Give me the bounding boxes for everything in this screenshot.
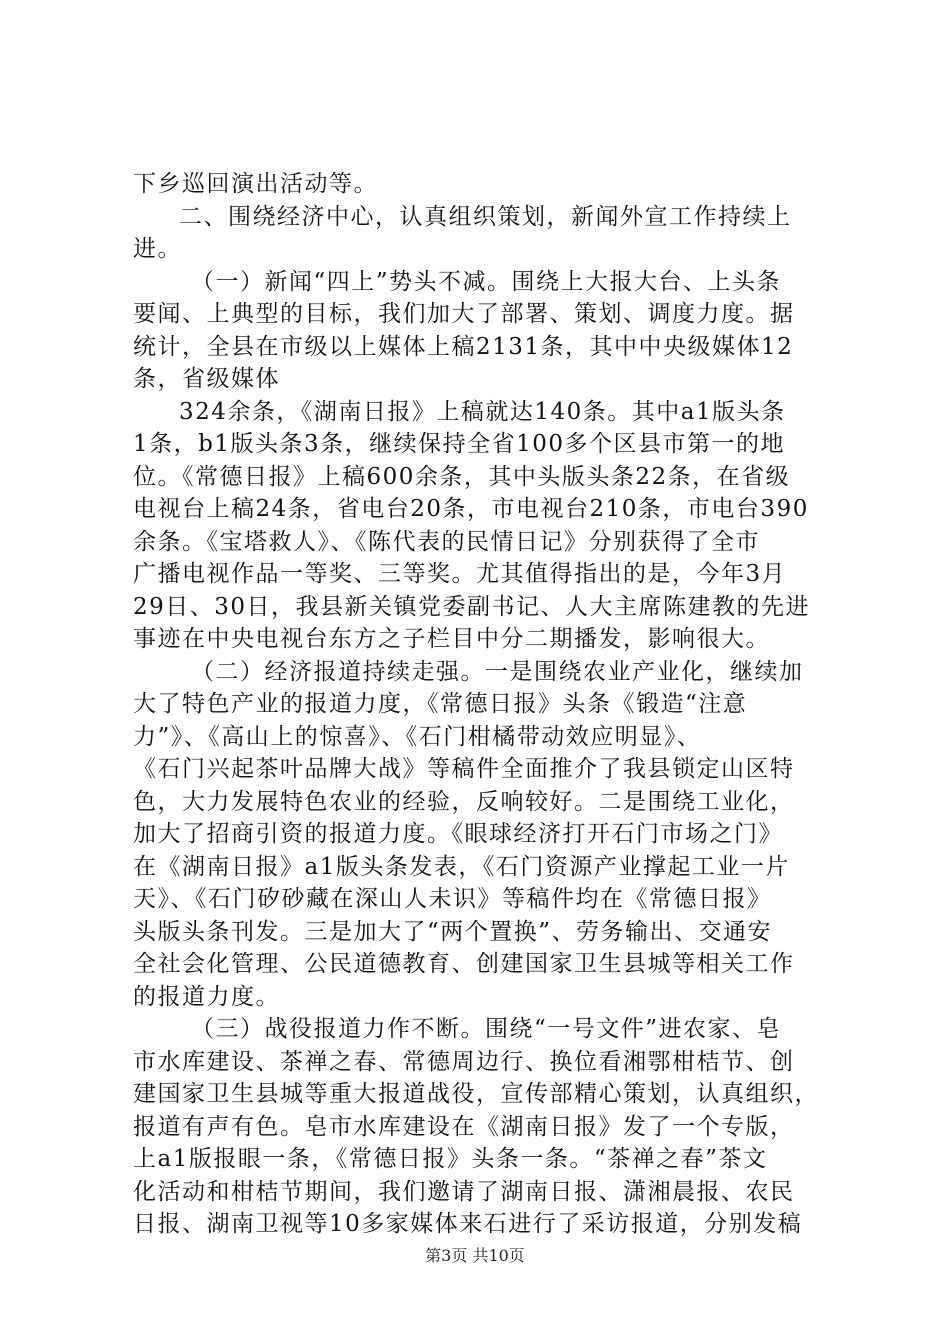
text-line: 建国家卫生县城等重大报道战役，宣传部精心策划，认真组织，: [133, 1081, 819, 1107]
text-line: 进。: [133, 236, 182, 262]
text-line: 头版头条刊发。三是加大了“两个置换”、劳务输出、交通安: [133, 918, 773, 945]
text-line: （三）战役报道力作不断。围绕“一号文件”进农家、皂: [191, 1016, 782, 1042]
text-line: 324余条，《湖南日报》上稿就达140条。其中a1版头条: [179, 398, 786, 425]
text-line: 力”》、《高山上的惊喜》、《石门柑橘带动效应明显》、: [133, 723, 702, 750]
text-line: 化活动和柑桔节期间，我们邀请了湖南日报、潇湘晨报、农民: [133, 1178, 795, 1205]
text-line: 市水库建设、茶禅之春、常德周边行、换位看湘鄂柑桔节、创: [133, 1048, 795, 1075]
text-line: 色，大力发展特色农业的经验，反响较好。二是围绕工业化，: [133, 788, 795, 815]
text-line: 报道有声有色。皂市水库建设在《湖南日报》发了一个专版，: [133, 1113, 795, 1140]
text-line: 加大了招商引资的报道力度。《眼球经济打开石门市场之门》: [133, 821, 783, 847]
text-line: 电视台上稿24条，省电台20条，市电视台210条，市电台390: [133, 496, 809, 522]
text-line: 广播电视作品一等奖、三等奖。尤其值得指出的是，今年3月: [133, 561, 787, 587]
text-line: （二）经济报道持续走强。一是围绕农业产业化，继续加: [191, 658, 804, 685]
text-line: 下乡巡回演出活动等。: [133, 171, 378, 197]
text-line: 在《湖南日报》a1版头条发表，《石门资源产业撑起工业一片: [133, 853, 790, 880]
text-line: 条，省级媒体: [133, 366, 280, 392]
document-body: [133, 168, 833, 1241]
text-line: （一）新闻“四上”势头不减。围绕上大报大台、上头条: [191, 268, 782, 295]
text-line: 事迹在中央电视台东方之子栏目中分二期播发，影响很大。: [133, 626, 770, 652]
text-line: 全社会化管理、公民道德教育、创建国家卫生县城等相关工作: [133, 951, 795, 977]
text-line: 日报、湖南卫视等10多家媒体来石进行了采访报道，分别发稿: [133, 1211, 803, 1237]
text-line: 统计，全县在市级以上媒体上稿2131条，其中中央级媒体12: [133, 333, 794, 360]
text-line: 二、围绕经济中心，认真组织策划，新闻外宣工作持续上: [179, 203, 792, 230]
text-line: 要闻、上典型的目标，我们加大了部署、策划、调度力度。据: [133, 301, 795, 327]
text-line: 《石门兴起茶叶品牌大战》等稿件全面推介了我县锁定山区特: [133, 756, 795, 782]
text-line: 余条。《宝塔救人》、《陈代表的民情日记》分别获得了全市: [133, 528, 760, 555]
page-footer: 第3页 共10页: [425, 1246, 525, 1265]
text-line: 29日、30日，我县新关镇党委副书记、人大主席陈建教的先进: [133, 593, 811, 620]
text-line: 位。《常德日报》上稿600余条，其中头版头条22条，在省级: [133, 463, 791, 490]
text-line: 天》、《石门矽砂藏在深山人未识》等稿件均在《常德日报》: [133, 886, 772, 912]
text-line: 1条，b1版头条3条，继续保持全省100多个区县市第一的地: [133, 431, 786, 457]
text-line: 上a1版报眼一条，《常德日报》头条一条。“茶禅之春”茶文: [133, 1146, 768, 1172]
text-line: 的报道力度。: [133, 983, 280, 1010]
text-line: 大了特色产业的报道力度，《常德日报》头条《锻造“注意: [133, 691, 748, 717]
